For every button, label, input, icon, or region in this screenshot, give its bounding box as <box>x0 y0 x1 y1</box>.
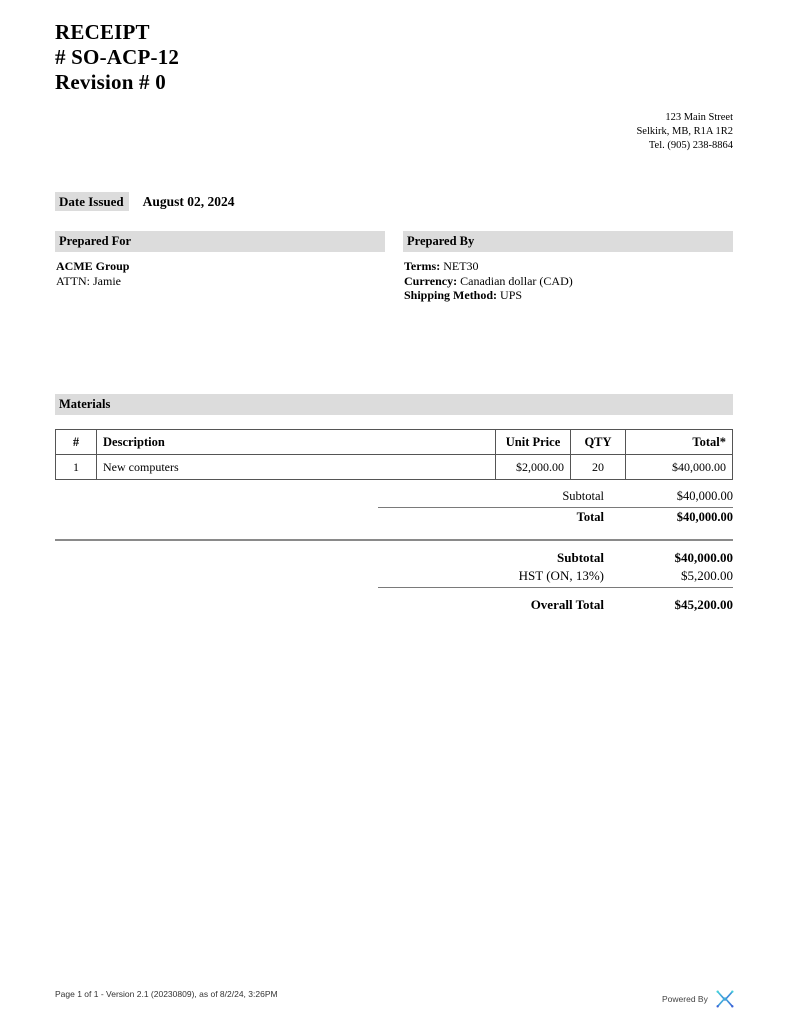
materials-total-value: $40,000.00 <box>676 510 733 524</box>
document-revision: Revision # 0 <box>55 70 166 94</box>
cell-qty: 20 <box>571 455 626 480</box>
overall-total-value: $45,200.00 <box>674 597 733 612</box>
currency-row <box>404 274 733 289</box>
page-title: RECEIPT <box>55 20 150 44</box>
shipping-method-value: UPS <box>500 288 523 302</box>
grand-totals-rule <box>378 587 733 588</box>
prepared-by-column <box>403 231 733 303</box>
prepared-for-heading: Prepared For <box>55 231 385 252</box>
materials-subtotal-value: $40,000.00 <box>676 489 733 503</box>
footer-page-info: Page 1 of 1 - Version 2.1 (20230809), as of 8/2/24, 3:26PM <box>55 989 278 999</box>
document-number: # SO-ACP-12 <box>55 45 180 69</box>
cell-description: New computers <box>97 455 496 480</box>
powered-by-block <box>662 988 736 1010</box>
materials-totals <box>378 488 733 526</box>
cell-number: 1 <box>56 455 97 480</box>
powered-by-label: Powered By <box>662 993 708 1004</box>
grand-subtotal-label: Subtotal <box>557 550 604 565</box>
table-header-row <box>56 430 733 455</box>
parties-section <box>55 231 733 303</box>
cell-unit-price: $2,000.00 <box>496 455 571 480</box>
company-address <box>433 111 733 153</box>
date-issued-label: Date Issued <box>55 192 129 211</box>
prepared-for-body <box>55 259 385 288</box>
column-header-qty: QTY <box>571 430 626 455</box>
terms-row <box>404 259 733 274</box>
section-divider <box>55 539 733 541</box>
materials-table <box>55 429 733 480</box>
shipping-method-row <box>404 288 733 303</box>
column-header-number: # <box>56 430 97 455</box>
address-city-region-postal: Selkirk, MB, R1A 1R2 <box>636 126 733 137</box>
address-street: 123 Main Street <box>665 112 733 123</box>
prepared-for-company: ACME Group <box>56 259 130 273</box>
terms-value: NET30 <box>443 259 479 273</box>
date-issued-value: August 02, 2024 <box>142 194 235 209</box>
table-row <box>56 455 733 480</box>
prepared-for-column <box>55 231 385 303</box>
shipping-method-key: Shipping Method: <box>404 288 498 302</box>
overall-total-label: Overall Total <box>530 597 604 612</box>
prepared-for-attention: ATTN: Jamie <box>56 273 121 288</box>
grand-totals <box>378 549 733 614</box>
grand-subtotal-row <box>378 549 733 567</box>
currency-value: Canadian dollar (CAD) <box>460 273 573 288</box>
materials-subtotal-row <box>378 488 733 505</box>
materials-subtotal-label: Subtotal <box>562 489 604 503</box>
cell-total: $40,000.00 <box>626 455 733 480</box>
tax-value: $5,200.00 <box>681 568 733 583</box>
currency-key: Currency: <box>404 273 458 288</box>
materials-totals-rule <box>378 507 733 508</box>
materials-heading: Materials <box>55 394 733 415</box>
materials-total-label: Total <box>576 510 604 524</box>
tax-label: HST (ON, 13%) <box>518 568 604 583</box>
document-title-block <box>55 20 555 95</box>
terms-key: Terms: <box>404 259 441 273</box>
overall-total-row <box>378 596 733 614</box>
materials-total-row <box>378 509 733 526</box>
prepared-by-body <box>403 259 733 303</box>
prepared-by-heading: Prepared By <box>403 231 733 252</box>
date-issued-row <box>55 192 235 211</box>
column-header-unit-price: Unit Price <box>496 430 571 455</box>
brand-logo-icon <box>714 988 736 1010</box>
grand-subtotal-value: $40,000.00 <box>674 550 733 565</box>
address-telephone: Tel. (905) 238-8864 <box>648 140 733 151</box>
column-header-total: Total* <box>626 430 733 455</box>
column-header-description: Description <box>97 430 496 455</box>
tax-row <box>378 567 733 585</box>
